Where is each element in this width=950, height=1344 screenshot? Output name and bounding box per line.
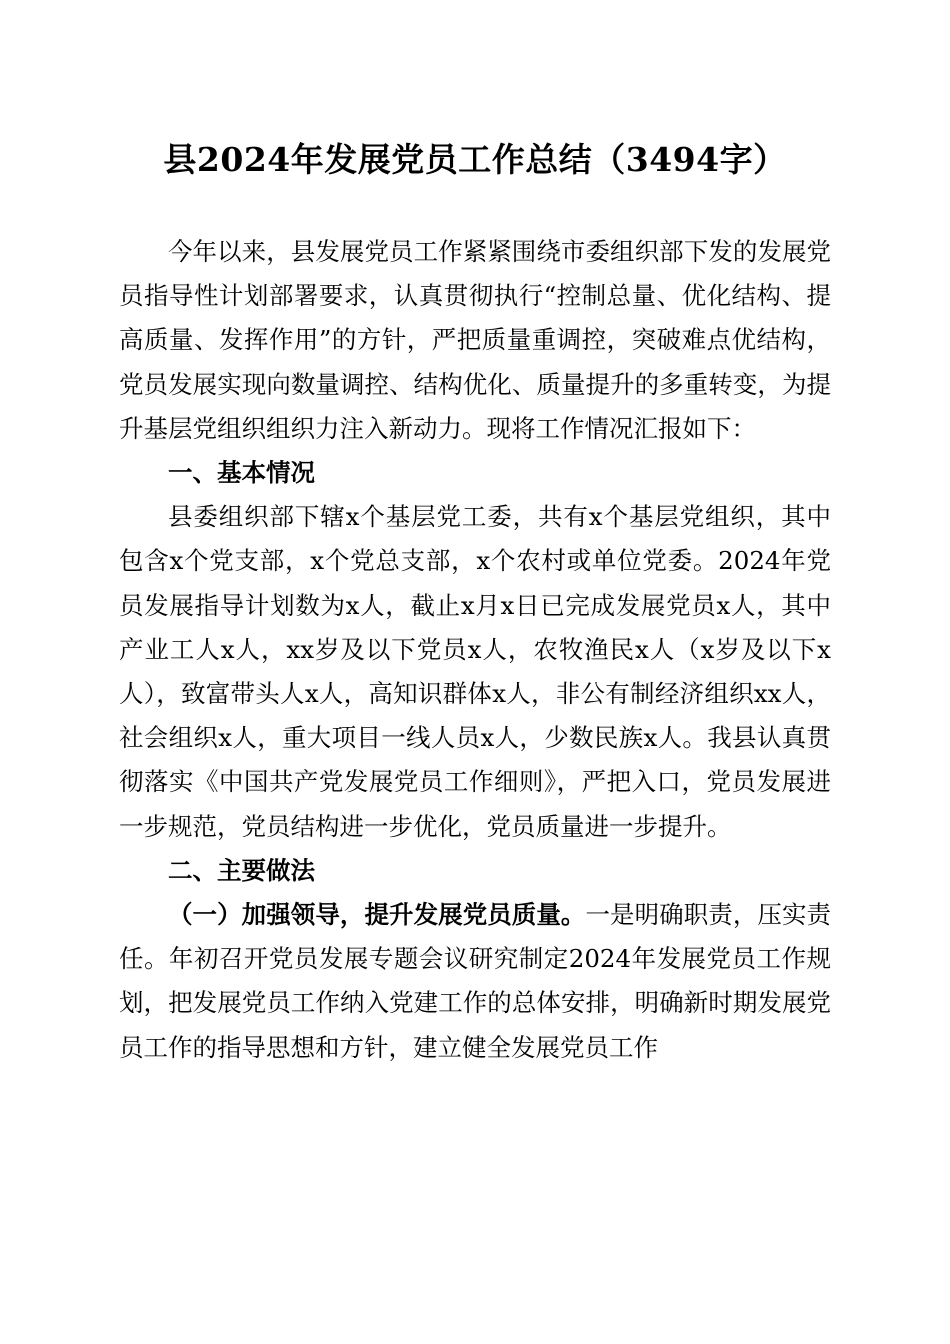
subsection-lead: （一）加强领导，提升发展党员质量。 <box>168 900 586 930</box>
main-practices-paragraph <box>119 893 831 1070</box>
intro-paragraph: 今年以来，县发展党员工作紧紧围绕市委组织部下发的发展党员指导性计划部署要求，认真贯彻执行“控制总量、优化结构、提高质量、发挥作用”的方针，严把质量重调控，突破难点优结构，党员发展实现向数量调控、结构优化、质量提升的多重转变，为提升基层党组织组织力注入新动力。现将工作情况汇报如下： <box>119 237 831 443</box>
subsection-text: 一是明确职责，压实责任。年初召开党员发展专题会议研究制定2024年发展党员工作规划，把发展党员工作纳入党建工作的总体安排，明确新时期发展党员工作的指导思想和方针，建立健全发展党员工作 <box>119 900 832 1062</box>
section-heading-basic-situation: 一、基本情况 <box>168 458 315 488</box>
section-heading-main-practices: 二、主要做法 <box>168 855 315 885</box>
document-title: 县2024年发展党员工作总结（3494字） <box>163 140 787 179</box>
document-body <box>119 230 831 1070</box>
basic-situation-paragraph: 县委组织部下辖x个基层党工委，共有x个基层党组织，其中包含x个党支部，x个党总支部，x个农村或单位党委。2024年党员发展指导计划数为x人，截止x月x日已完成发展党员x人，其中产业工人x人，xx岁及以下党员x人，农牧渔民x人（x岁及以下x人），致富带头人x人，高知识群体x人，非公有制经济组织xx人，社会组织x人，重大项目一线人员x人，少数民族x人。我县认真贯彻落实《中国共产党发展党员工作细则》，严把入口，党员发展进一步规范，党员结构进一步优化，党员质量进一步提升。 <box>119 502 832 841</box>
